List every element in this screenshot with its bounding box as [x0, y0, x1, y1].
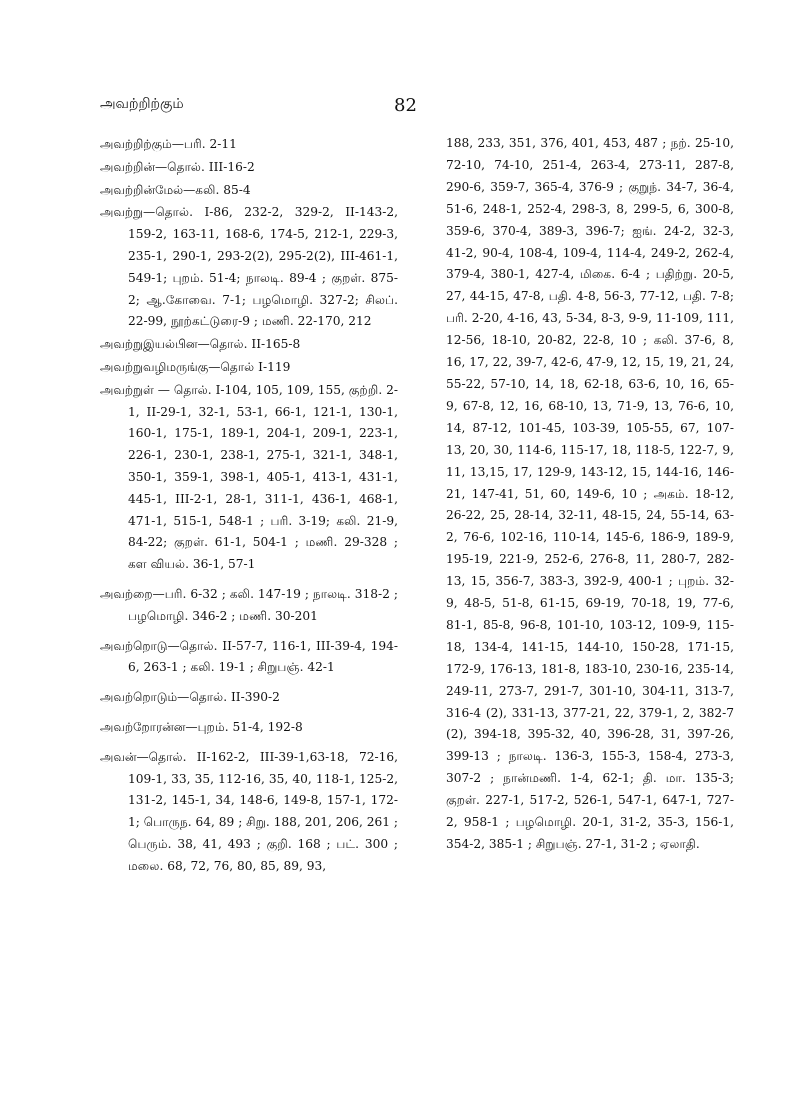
entry-references: —பரி. 2-11 — [171, 137, 237, 151]
left-column — [100, 134, 398, 879]
entry-headword: அவற்றிற்கும் — [100, 137, 172, 151]
entry-continuation: 188, 233, 351, 376, 401, 453, 487 ; நற். 25-10, 72-10, 74-10, 251-4, 263-4, 273-11, 287-8, 290-6, 359-7, 365-4, 376-9 ; குறுந். 34-7, 36-4, 51-6, 248-1, 252-4, 298-3, 8, 299-5, 6, 300-8, 359-6, 370-4, 389-3, 396-7; ஐங். 24-2, 32-3, 41-2, 90-4, 108-4, 109-4, 114-4, 249-2, 262-4, 379-4, 380-1, 427-4, மிகை. 6-4 ; பதிற்று. 20-5, 27, 44-15, 47-8, பதி. 4-8, 56-3, 77-12, பதி. 7-8; பரி. 2-20, 4-16, 43, 5-34, 8-3, 9-9, 11-109, 111, 12-56, 18-10, 20-82, 22-8, 10 ; கலி. 37-6, 8, 16, 17, 22, 39-7, 42-6, 47-9, 12, 15, 19, 21, 24, 55-22, 57-10, 14, 18, 62-18, 63-6, 10, 16, 65-9, 67-8, 12, 16, 68-10, 13, 71-9, 13, 76-6, 10, 14, 87-12, 101-45, 103-39, 105-55, 67, 107-13, 20, 30, 114-6, 115-17, 18, 118-5, 122-7, 9, 11, 13,15, 17, 129-9, 143-12, 15, 144-16, 146-21, 147-41, 51, 60, 149-6, 10 ; அகம். 18-12, 26-22, 25, 28-14, 32-11, 48-15, 24, 55-14, 63-2, 76-6, 102-16, 110-14, 145-6, 186-9, 189-9, 195-19, 221-9, 252-6, 276-8, 11, 280-7, 282-13, 15, 356-7, 383-3, 392-9, 400-1 ; புறம். 32-9, 48-5, 51-8, 61-15, 69-19, 70-18, 19, 77-6, 81-1, 85-8, 96-8, 101-10, 103-12, 109-9, 115-18, 134-4, 141-15, 144-10, 150-28, 171-15, 172-9, 176-13, 181-8, 183-10, 230-16, 235-14, 249-11, 273-7, 291-7, 301-10, 304-11, 313-7, 316-4 (2), 331-13, 377-21, 22, 379-1, 2, 382-7 (2), 394-18, 395-32, 40, 396-28, 31, 397-26, 399-13 ; நாலடி. 136-3, 155-3, 158-4, 273-3, 307-2 ; நான்மணி. 1-4, 62-1; தி. மா. 135-3; குறள். 227-1, 517-2, 526-1, 547-1, 647-1, 727-2, 958-1 ; பழமொழி. 20-1, 31-2, 35-3, 156-1, 354-2, 385-1 ; சிறுபஞ். 27-1, 31-2 ; ஏலாதி. — [446, 136, 734, 851]
index-entry — [100, 202, 398, 333]
index-entry — [100, 380, 398, 576]
index-entry — [100, 747, 398, 878]
entry-headword: அவற்றொடும் — [100, 690, 178, 705]
entry-references: — தொல். I-104, 105, 109, 155, குற்றி. 2-1, II-29-1, 32-1, 53-1, 66-1, 121-1, 130-1, 160-1, 175-1, 189-1, 204-1, 209-1, 223-1, 226-1, 230-1, 238-1, 275-1, 321-1, 348-1, 350-1, 359-1, 398-1, 405-1, 413-1, 431-1, 445-1, III-2-1, 28-1, 311-1, 436-1, 468-1, 471-1, 515-1, 548-1 ; பரி. 3-19; கலி. 21-9, 84-22; குறள். 61-1, 504-1 ; மணி. 29-328 ; கள வியல். 36-1, 57-1 — [128, 382, 398, 572]
entry-headword: அவற்றோரன்ன — [100, 719, 186, 734]
index-entry — [100, 584, 398, 628]
entry-headword: அவற்றின் — [100, 159, 155, 174]
index-entry — [100, 636, 398, 680]
entry-headword: அவற்றொடு — [100, 638, 168, 653]
entry-references: —புறம். 51-4, 192-8 — [185, 719, 303, 734]
page-number: 82 — [394, 95, 417, 116]
entry-headword: அவற்றுள் — [100, 382, 154, 397]
entry-headword: அவற்றின்மேல் — [100, 182, 184, 197]
entry-references: —தொல். II-165-8 — [197, 337, 301, 352]
entry-headword: அவற்றை — [100, 586, 153, 601]
index-entry — [100, 357, 398, 379]
index-entry — [100, 334, 398, 356]
entry-headword: அவற்று — [100, 205, 144, 220]
index-entry — [100, 687, 398, 709]
running-head: அவற்றிற்கும் — [100, 96, 184, 112]
entry-references: —தொல். II-57-7, 116-1, III-39-4, 194-6, 263-1 ; கலி. 19-1 ; சிறுபஞ். 42-1 — [128, 638, 398, 675]
entry-headword: அவற்றுஇயல்பின — [100, 337, 198, 352]
right-column — [446, 133, 734, 856]
entry-references: —தொல். II-162-2, III-39-1,63-18, 72-16, 109-1, 33, 35, 112-16, 35, 40, 118-1, 125-2, 131-2, 145-1, 34, 148-6, 149-8, 157-1, 172-1; பொருந. 64, 89 ; சிறு. 188, 201, 206, 261 ; பெரும். 38, 41, 493 ; குறி. 168 ; பட். 300 ; மலை. 68, 72, 76, 80, 85, 89, 93, — [128, 749, 398, 873]
entry-references: —தொல் I-119 — [208, 359, 291, 374]
entry-headword: அவன் — [100, 749, 137, 764]
index-entry — [100, 180, 398, 202]
entry-references: —பரி. 6-32 ; கலி. 147-19 ; நாலடி. 318-2 ; பழமொழி. 346-2 ; மணி. 30-201 — [128, 586, 398, 623]
entry-references: —கலி. 85-4 — [183, 182, 251, 197]
index-entry — [100, 134, 398, 156]
entry-references: —தொல். III-16-2 — [154, 159, 255, 174]
entry-references: —தொல். II-390-2 — [177, 690, 280, 705]
entry-references: —தொல். I-86, 232-2, 329-2, II-143-2, 159-2, 163-11, 168-6, 174-5, 212-1, 229-3, 235-1, 290-1, 293-2(2), 295-2(2), III-461-1, 549-1; புறம். 51-4; நாலடி. 89-4 ; குறள். 875-2; ஆ.கோவை. 7-1; பழமொழி. 327-2; சிலப். 22-99, நூற்கட்டுரை-9 ; மணி. 22-170, 212 — [128, 205, 398, 329]
index-entry — [100, 717, 398, 739]
index-entry — [100, 157, 398, 179]
entry-headword: அவற்றுவழிமருங்கு — [100, 359, 209, 374]
